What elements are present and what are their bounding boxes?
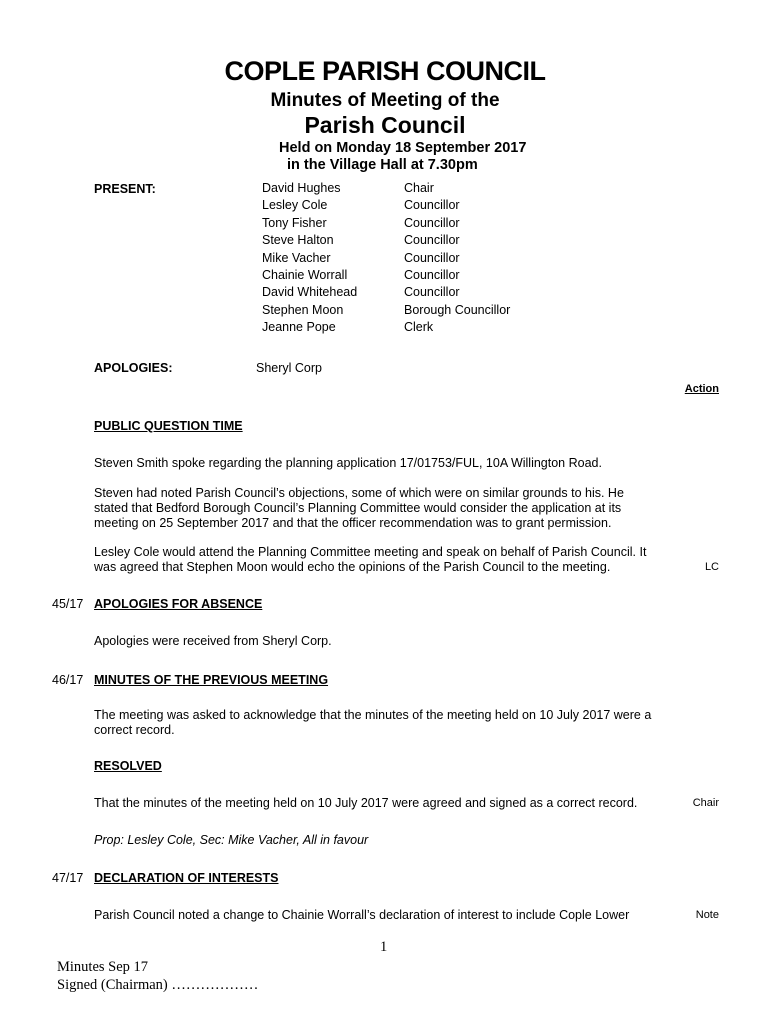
attendee-role: Borough Councillor [404,302,511,317]
section-heading-apologies: APOLOGIES FOR ABSENCE [94,597,263,611]
attendee-name: David Whitehead [262,285,358,300]
section-heading-previous-minutes: MINUTES OF THE PREVIOUS MEETING [94,673,329,687]
attendee-role: Clerk [404,320,434,335]
resolved-heading: RESOLVED [94,759,162,773]
attendee-role: Chair [404,181,434,195]
attendee-name: Chainie Worrall [262,267,348,282]
document-subtitle-council: Parish Council [304,112,466,138]
paragraph: Steven Smith spoke regarding the planning application 17/01753/FUL, 10A Willington Road. [94,456,602,470]
paragraph-line: stated that Bedford Borough Council’s Planning Committee would consider the application at its [94,501,622,515]
attendee-role: Councillor [404,198,460,213]
attendee-name: Mike Vacher [262,250,331,265]
paragraph-line: The meeting was asked to acknowledge that the minutes of the meeting held on 10 July 2017 were a [94,708,652,722]
footer-minutes-label: Minutes Sep 17 [57,959,149,975]
paragraph-line: correct record. [94,723,175,737]
present-label: PRESENT: [94,182,156,196]
action-owner: Chair [692,797,719,809]
item-number: 47/17 [52,871,84,885]
attendee-name: Lesley Cole [262,198,328,213]
paragraph-line: meeting on 25 September 2017 and that the officer recommendation was to grant permission. [94,516,612,530]
apologies-label: APOLOGIES: [94,361,173,375]
section-heading-public-question-time: PUBLIC QUESTION TIME [94,419,243,433]
item-number: 45/17 [52,597,84,611]
attendee-name: Stephen Moon [262,302,344,317]
document-subtitle: Minutes of Meeting of the [270,90,500,111]
apologies-value: Sheryl Corp [256,361,322,375]
paragraph-line: Lesley Cole would attend the Planning Committee meeting and speak on behalf of Parish Council. It [94,545,647,559]
attendee-role: Councillor [404,285,460,300]
action-initials: LC [704,561,719,573]
document-title: COPLE PARISH COUNCIL [224,56,546,86]
present-roles-list [404,180,510,337]
attendee-role: Councillor [404,215,460,230]
action-column-header: Action [684,383,719,395]
attendee-name: Steve Halton [262,233,334,248]
present-names-list [262,180,357,337]
section-heading-declaration: DECLARATION OF INTERESTS [94,871,279,885]
attendee-role: Councillor [404,250,460,265]
proposal-line: Prop: Lesley Cole, Sec: Mike Vacher, All in favour [94,833,369,847]
attendee-name: David Hughes [262,181,341,195]
meeting-venue: in the Village Hall at 7.30pm [287,157,478,173]
page-number: 1 [380,939,388,955]
attendee-name: Tony Fisher [262,215,327,230]
item-number: 46/17 [52,673,84,687]
paragraph-line: Steven had noted Parish Council’s objections, some of which were on similar grounds to his. He [94,486,624,500]
paragraph-line: was agreed that Stephen Moon would echo the opinions of the Parish Council to the meeting. [94,560,611,574]
footer-signature-line: Signed (Chairman) ……………… [57,977,259,993]
attendee-role: Councillor [404,267,460,282]
resolution-text: That the minutes of the meeting held on 10 July 2017 were agreed and signed as a correct record. [94,796,638,810]
paragraph: Apologies were received from Sheryl Corp. [94,634,332,648]
attendee-name: Jeanne Pope [262,320,336,335]
meeting-date: Held on Monday 18 September 2017 [279,140,527,156]
paragraph: Parish Council noted a change to Chainie Worrall’s declaration of interest to include Cople Lower [94,908,630,922]
action-note: Note [695,909,719,921]
attendee-role: Councillor [404,233,460,248]
